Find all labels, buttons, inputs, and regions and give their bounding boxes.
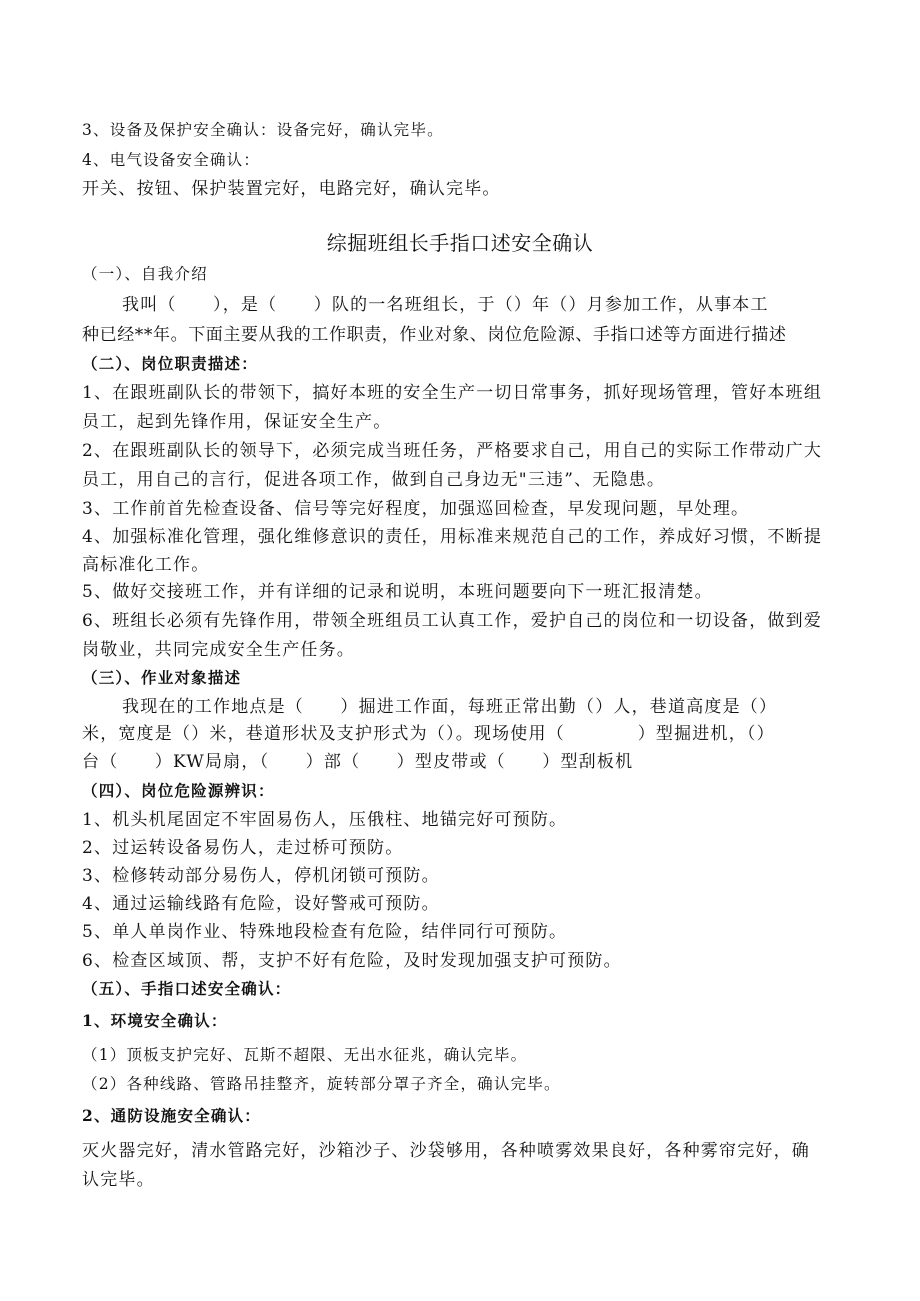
section-2-heading: （二）、岗位职责描述： bbox=[82, 354, 258, 373]
section-2-line: 高标准化工作。 bbox=[82, 555, 210, 575]
section-5-sub-2-line: 认完毕。 bbox=[82, 1170, 155, 1190]
top-line-3: 开关、按钮、保护装置完好，电路完好，确认完毕。 bbox=[82, 179, 501, 199]
section-4-line: 3、检修转动部分易伤人，停机闭锁可预防。 bbox=[82, 866, 440, 886]
document-title: 综掘班组长手指口述安全确认 bbox=[326, 231, 594, 255]
section-3-paragraph-line-1: 我现在的工作地点是（ ）掘进工作面，每班正常出勤（）人，巷道高度是（） bbox=[122, 697, 778, 717]
top-line-1: 3、设备及保护安全确认：设备完好，确认完毕。 bbox=[82, 121, 444, 139]
section-3-paragraph-line-3: 台（ ）KW局扇，（ ）部（ ）型皮带或（ ）型刮板机 bbox=[82, 752, 634, 772]
section-4-line: 6、检查区域顶、帮，支护不好有危险，及时发现加强支护可预防。 bbox=[82, 951, 622, 971]
section-1-paragraph-line-1: 我叫（ ），是（ ）队的一名班组长，于（）年（）月参加工作，从事本工 bbox=[122, 295, 769, 315]
section-2-line: 3、工作前首先检查设备、信号等完好程度，加强巡回检查，早发现问题，早处理。 bbox=[82, 499, 750, 519]
section-4-line: 5、单人单岗作业、特殊地段检查有危险，结伴同行可预防。 bbox=[82, 922, 568, 942]
section-2-line: 岗敬业，共同完成安全生产任务。 bbox=[82, 640, 355, 660]
section-5-sub-2-line: 灭火器完好，清水管路完好，沙箱沙子、沙袋够用，各种喷雾效果良好，各种雾帘完好，确 bbox=[82, 1141, 810, 1161]
section-3-heading: （三）、作业对象描述 bbox=[82, 668, 242, 687]
section-5-heading: （五）、手指口述安全确认： bbox=[82, 979, 292, 998]
section-2-line: 员工，起到先锋作用，保证安全生产。 bbox=[82, 412, 392, 432]
section-2-line: 2、在跟班副队长的领导下，必须完成当班任务，严格要求自己，用自己的实际工作带动广大 bbox=[82, 441, 823, 461]
section-5-sub-2-heading: 2、通防设施安全确认： bbox=[82, 1106, 261, 1125]
section-4-line: 2、过运转设备易伤人，走过桥可预防。 bbox=[82, 838, 404, 858]
section-2-line: 1、在跟班副队长的带领下，搞好本班的安全生产一切日常事务，抓好现场管理，管好本班组 bbox=[82, 383, 823, 403]
section-1-heading: （一）、自我介绍 bbox=[82, 265, 208, 283]
section-4-line: 4、通过运输线路有危险，设好警戒可预防。 bbox=[82, 894, 440, 914]
section-5-sub-1-heading: 1、环境安全确认： bbox=[82, 1011, 228, 1030]
section-1-paragraph-line-2: 种已经**年。下面主要从我的工作职责，作业对象、岗位危险源、手指口述等方面进行描述 bbox=[82, 325, 787, 345]
section-2-line: 员工，用自己的言行，促进各项工作，做到自己身边无"三违”、无隐患。 bbox=[82, 470, 666, 490]
section-2-line: 5、做好交接班工作，并有详细的记录和说明，本班问题要向下一班汇报清楚。 bbox=[82, 582, 713, 602]
section-4-line: 1、机头机尾固定不牢固易伤人，压俄柱、地锚完好可预防。 bbox=[82, 810, 568, 830]
section-5-sub-1-item: （2）各种线路、管路吊挂整齐，旋转部分罩子齐全，确认完毕。 bbox=[82, 1075, 561, 1093]
section-2-line: 6、班组长必须有先锋作用，带领全班组员工认真工作，爱护自己的岗位和一切设备，做到爱 bbox=[82, 611, 823, 631]
section-4-heading: （四）、岗位危险源辨识： bbox=[82, 781, 275, 800]
section-2-line: 4、加强标准化管理，强化维修意识的责任，用标准来规范自己的工作，养成好习惯，不断提 bbox=[82, 527, 823, 547]
section-3-paragraph-line-2: 米，宽度是（）米，巷道形状及支护形式为（）。现场使用（ ）型掘进机，（） bbox=[82, 724, 775, 744]
top-line-2: 4、电气设备安全确认： bbox=[82, 151, 261, 169]
section-5-sub-1-item: （1）顶板支护完好、瓦斯不超限、无出水征兆，确认完毕。 bbox=[82, 1046, 528, 1064]
